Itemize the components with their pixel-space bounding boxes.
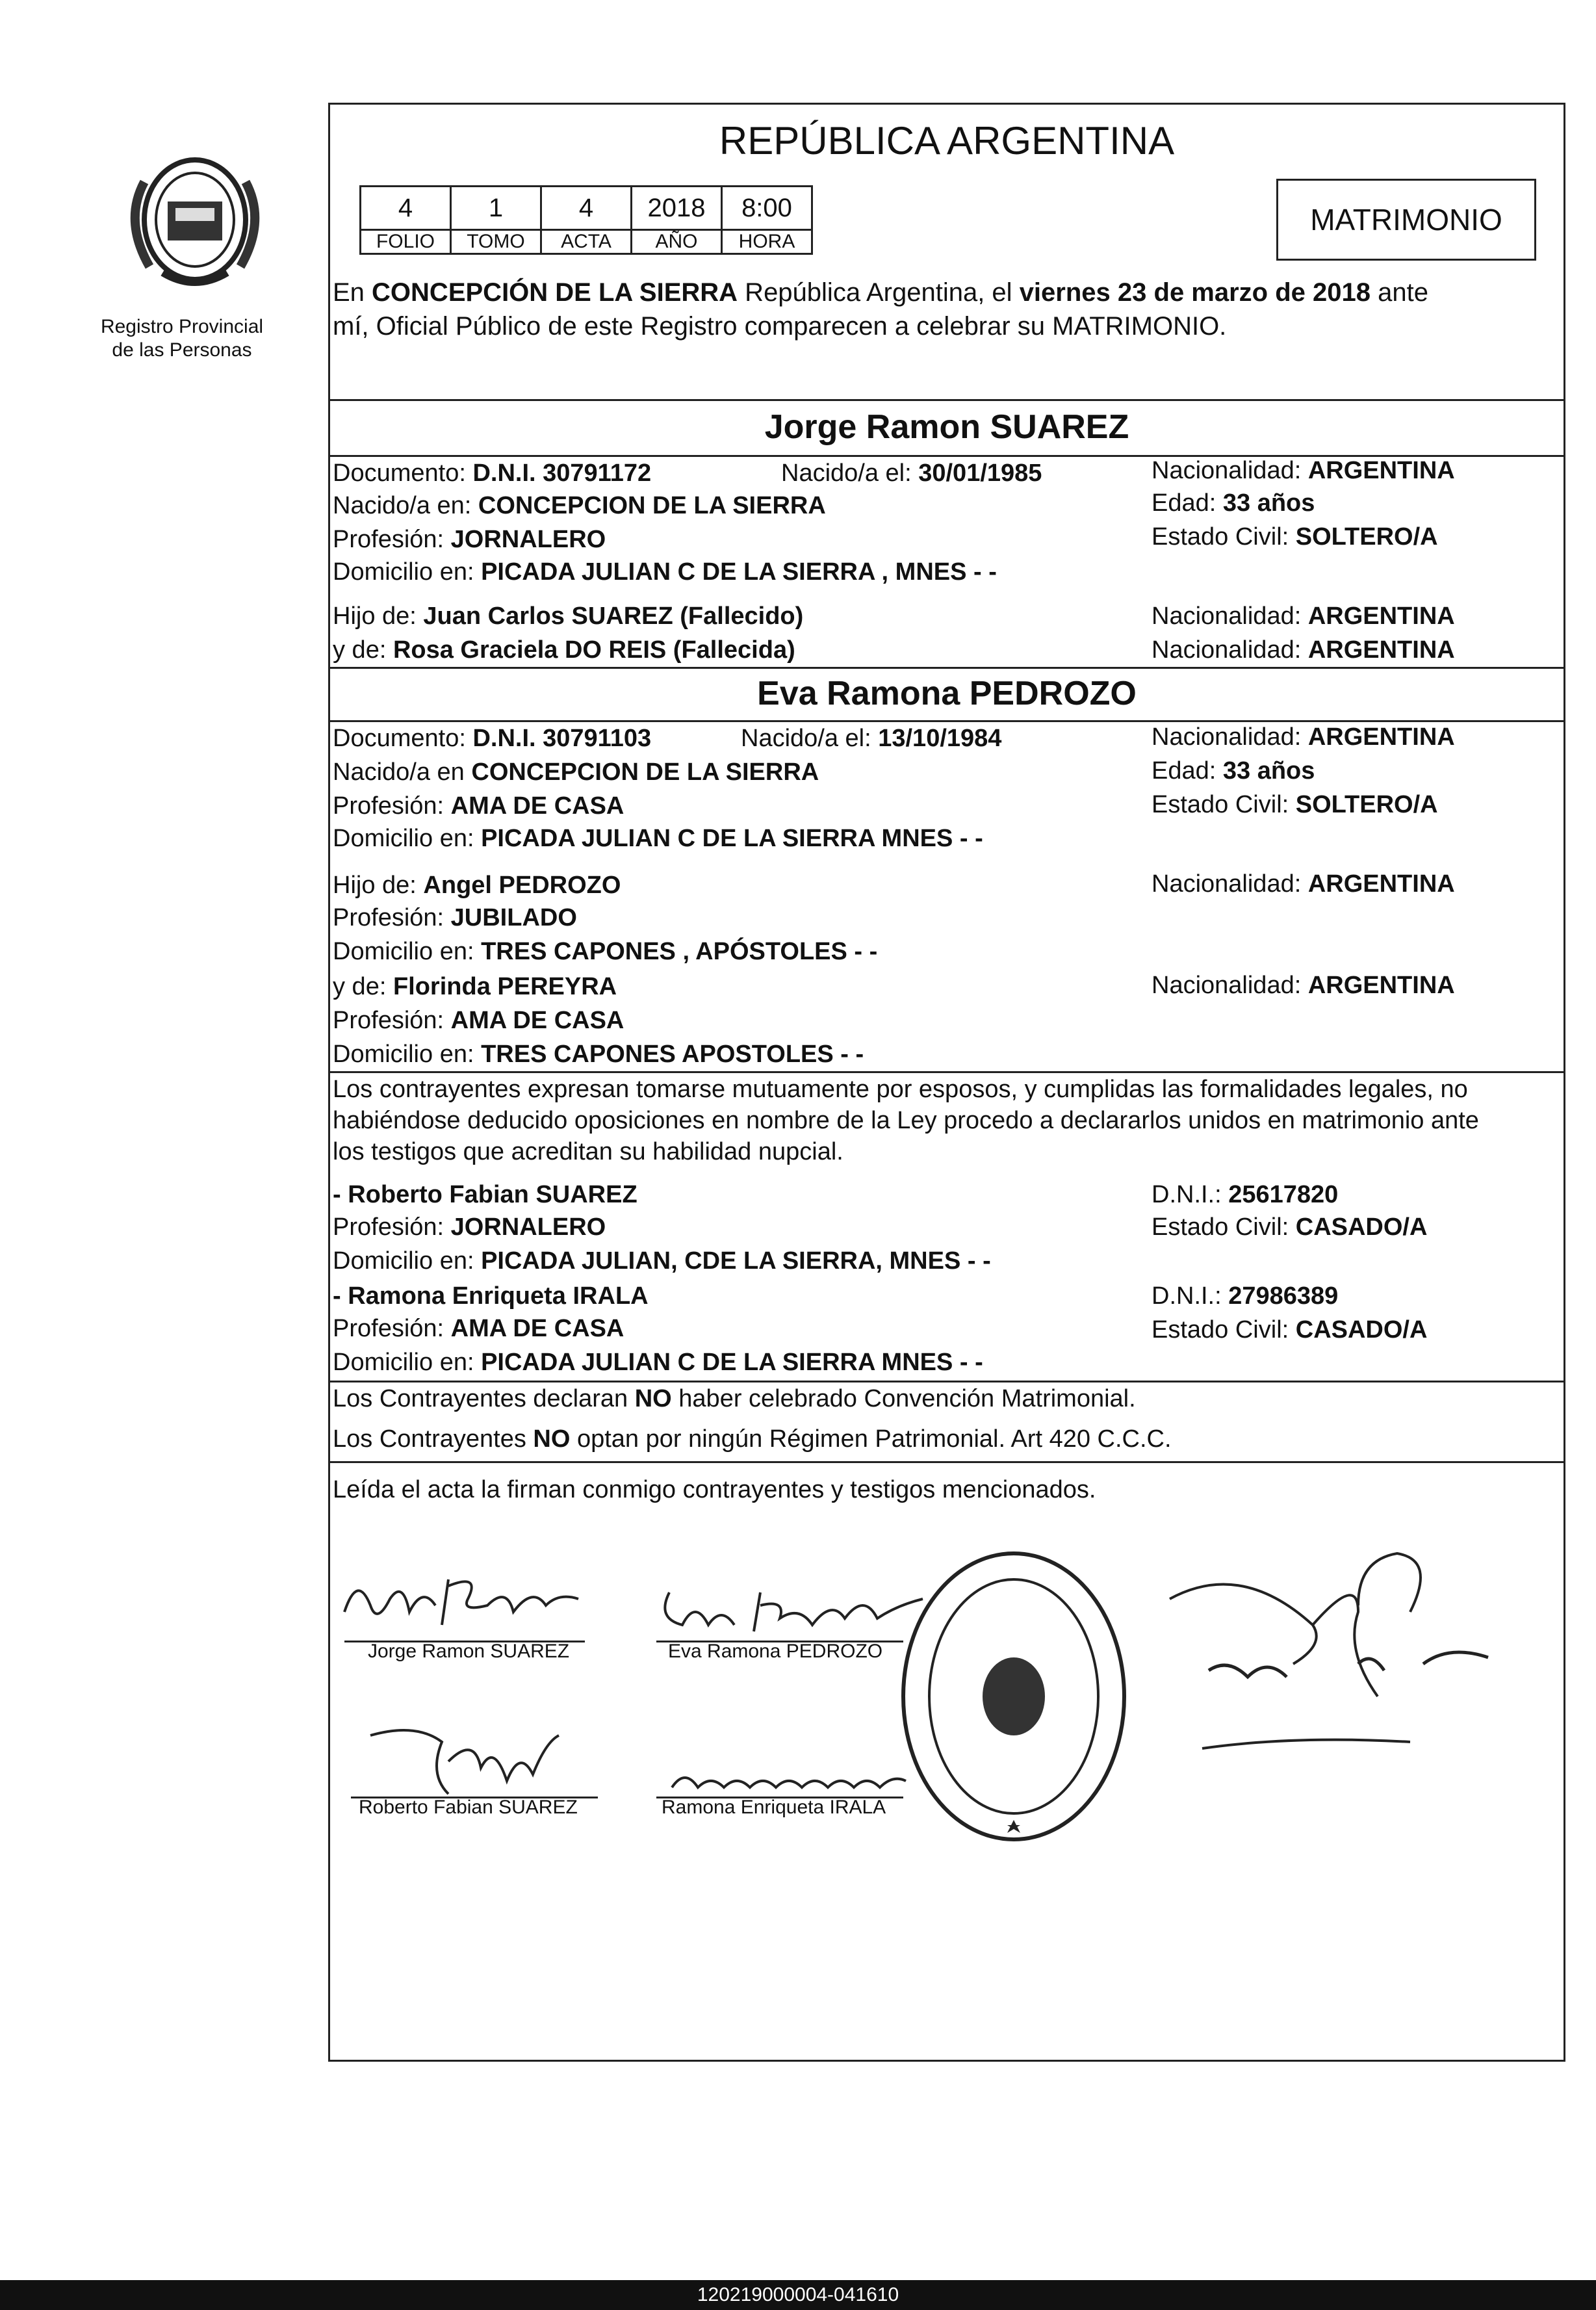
- groom-father-nationality: Nacionalidad: ARGENTINA: [1152, 603, 1455, 630]
- bride-mother-profession: Profesión: AMA DE CASA: [333, 1007, 624, 1034]
- bride-nationality: Nacionalidad: ARGENTINA: [1152, 723, 1455, 751]
- divider: [328, 667, 1565, 669]
- registry-name-line1: Registro Provincial: [100, 316, 264, 337]
- bride-signature-caption: Eva Ramona PEDROZO: [668, 1641, 883, 1662]
- bride-name: Eva Ramona PEDROZO: [757, 675, 1137, 712]
- witness2-signature-caption: Ramona Enriqueta IRALA: [662, 1797, 886, 1818]
- bride-father: Hijo de: Angel PEDROZO: [333, 872, 621, 899]
- witness1-signature-caption: Roberto Fabian SUAREZ: [359, 1797, 578, 1818]
- patrimonial-regime-statement: Los Contrayentes NO optan por ningún Régimen Patrimonial. Art 420 C.C.C.: [333, 1425, 1172, 1453]
- hour-value: 8:00: [722, 187, 812, 230]
- hour-label: HORA: [722, 230, 812, 254]
- divider: [328, 1381, 1565, 1382]
- bride-mother: y de: Florinda PEREYRA: [333, 973, 617, 1000]
- witness2-signature-icon: [665, 1761, 912, 1800]
- declaration-line3: los testigos que acreditan su habilidad nupcial.: [333, 1138, 843, 1165]
- witness2-profession: Profesión: AMA DE CASA: [333, 1315, 624, 1342]
- bride-civil-status: Estado Civil: SOLTERO/A: [1152, 791, 1438, 818]
- groom-address: Domicilio en: PICADA JULIAN C DE LA SIERRA , MNES - -: [333, 558, 997, 586]
- bride-document: Documento: D.N.I. 30791103: [333, 725, 652, 752]
- witness2-name: - Ramona Enriqueta IRALA: [333, 1282, 649, 1310]
- declaration-line2: habiéndose deducido oposiciones en nombre de la Ley procedo a declararlos unidos en matrimonio ante: [333, 1107, 1479, 1134]
- witness1-dni: D.N.I.: 25617820: [1152, 1181, 1339, 1208]
- witness1-name: - Roberto Fabian SUAREZ: [333, 1181, 637, 1208]
- witness1-civil-status: Estado Civil: CASADO/A: [1152, 1213, 1428, 1241]
- divider: [328, 1461, 1565, 1463]
- bride-birthplace: Nacido/a en CONCEPCION DE LA SIERRA: [333, 759, 819, 786]
- witness2-dni: D.N.I.: 27986389: [1152, 1282, 1339, 1310]
- record-reference-table: [359, 185, 813, 255]
- bride-birthdate: Nacido/a el: 13/10/1984: [741, 725, 1002, 752]
- groom-father: Hijo de: Juan Carlos SUAREZ (Fallecido): [333, 603, 804, 630]
- groom-document: Documento: D.N.I. 30791172: [333, 460, 652, 487]
- intro-line1: En CONCEPCIÓN DE LA SIERRA República Argentina, el viernes 23 de marzo de 2018 ante: [333, 278, 1428, 307]
- witness1-signature-icon: [364, 1716, 572, 1807]
- tomo-label: TOMO: [451, 230, 541, 254]
- groom-name: Jorge Ramon SUAREZ: [764, 408, 1129, 446]
- witness2-civil-status: Estado Civil: CASADO/A: [1152, 1316, 1428, 1343]
- groom-civil-status: Estado Civil: SOLTERO/A: [1152, 523, 1438, 551]
- groom-birthplace: Nacido/a en: CONCEPCION DE LA SIERRA: [333, 492, 826, 519]
- convention-statement: Los Contrayentes declaran NO haber celebrado Convención Matrimonial.: [333, 1385, 1136, 1412]
- document-type-box: MATRIMONIO: [1276, 179, 1536, 261]
- document-barcode-footer: 120219000004-041610: [0, 2280, 1596, 2310]
- groom-signature-caption: Jorge Ramon SUAREZ: [368, 1641, 570, 1662]
- divider: [328, 720, 1565, 722]
- bride-father-address: Domicilio en: TRES CAPONES , APÓSTOLES - -: [333, 938, 878, 965]
- closing-statement: Leída el acta la firman conmigo contrayentes y testigos mencionados.: [333, 1476, 1096, 1503]
- divider: [328, 1071, 1565, 1073]
- groom-age: Edad: 33 años: [1152, 489, 1315, 517]
- bride-father-nationality: Nacionalidad: ARGENTINA: [1152, 870, 1455, 898]
- acta-label: ACTA: [541, 230, 632, 254]
- year-label: AÑO: [632, 230, 722, 254]
- folio-label: FOLIO: [361, 230, 451, 254]
- witness1-address: Domicilio en: PICADA JULIAN, CDE LA SIERRA, MNES - -: [333, 1247, 991, 1275]
- groom-profession: Profesión: JORNALERO: [333, 526, 606, 553]
- bride-father-profession: Profesión: JUBILADO: [333, 904, 577, 931]
- province-seal-icon: [110, 143, 279, 299]
- acta-value: 4: [541, 187, 632, 230]
- bride-mother-address: Domicilio en: TRES CAPONES APOSTOLES - -: [333, 1041, 864, 1068]
- intro-date: viernes 23 de marzo de 2018: [1019, 278, 1371, 307]
- witness2-address: Domicilio en: PICADA JULIAN C DE LA SIERRA MNES - -: [333, 1349, 983, 1376]
- bride-age: Edad: 33 años: [1152, 757, 1315, 785]
- year-value: 2018: [632, 187, 722, 230]
- bride-mother-nationality: Nacionalidad: ARGENTINA: [1152, 972, 1455, 999]
- witness1-profession: Profesión: JORNALERO: [333, 1213, 606, 1241]
- tomo-value: 1: [451, 187, 541, 230]
- declaration-line1: Los contrayentes expresan tomarse mutuamente por esposos, y cumplidas las formalidades legales, no: [333, 1076, 1468, 1103]
- official-stamp-icon: [897, 1547, 1131, 1846]
- groom-signature-icon: [338, 1560, 585, 1638]
- intro-place: CONCEPCIÓN DE LA SIERRA: [372, 278, 738, 307]
- bride-address: Domicilio en: PICADA JULIAN C DE LA SIERRA MNES - -: [333, 825, 983, 852]
- official-signature-icon: [1163, 1547, 1527, 1781]
- groom-birthdate: Nacido/a el: 30/01/1985: [781, 460, 1042, 487]
- registry-name-line2: de las Personas: [112, 339, 252, 361]
- groom-mother: y de: Rosa Graciela DO REIS (Fallecida): [333, 636, 795, 664]
- divider: [328, 399, 1565, 401]
- intro-line2: mí, Oficial Público de este Registro comparecen a celebrar su MATRIMONIO.: [333, 312, 1227, 341]
- groom-mother-nationality: Nacionalidad: ARGENTINA: [1152, 636, 1455, 664]
- groom-nationality: Nacionalidad: ARGENTINA: [1152, 457, 1455, 484]
- bride-profession: Profesión: AMA DE CASA: [333, 792, 624, 820]
- bride-signature-icon: [656, 1579, 929, 1644]
- folio-value: 4: [361, 187, 451, 230]
- document-title: REPÚBLICA ARGENTINA: [719, 119, 1175, 162]
